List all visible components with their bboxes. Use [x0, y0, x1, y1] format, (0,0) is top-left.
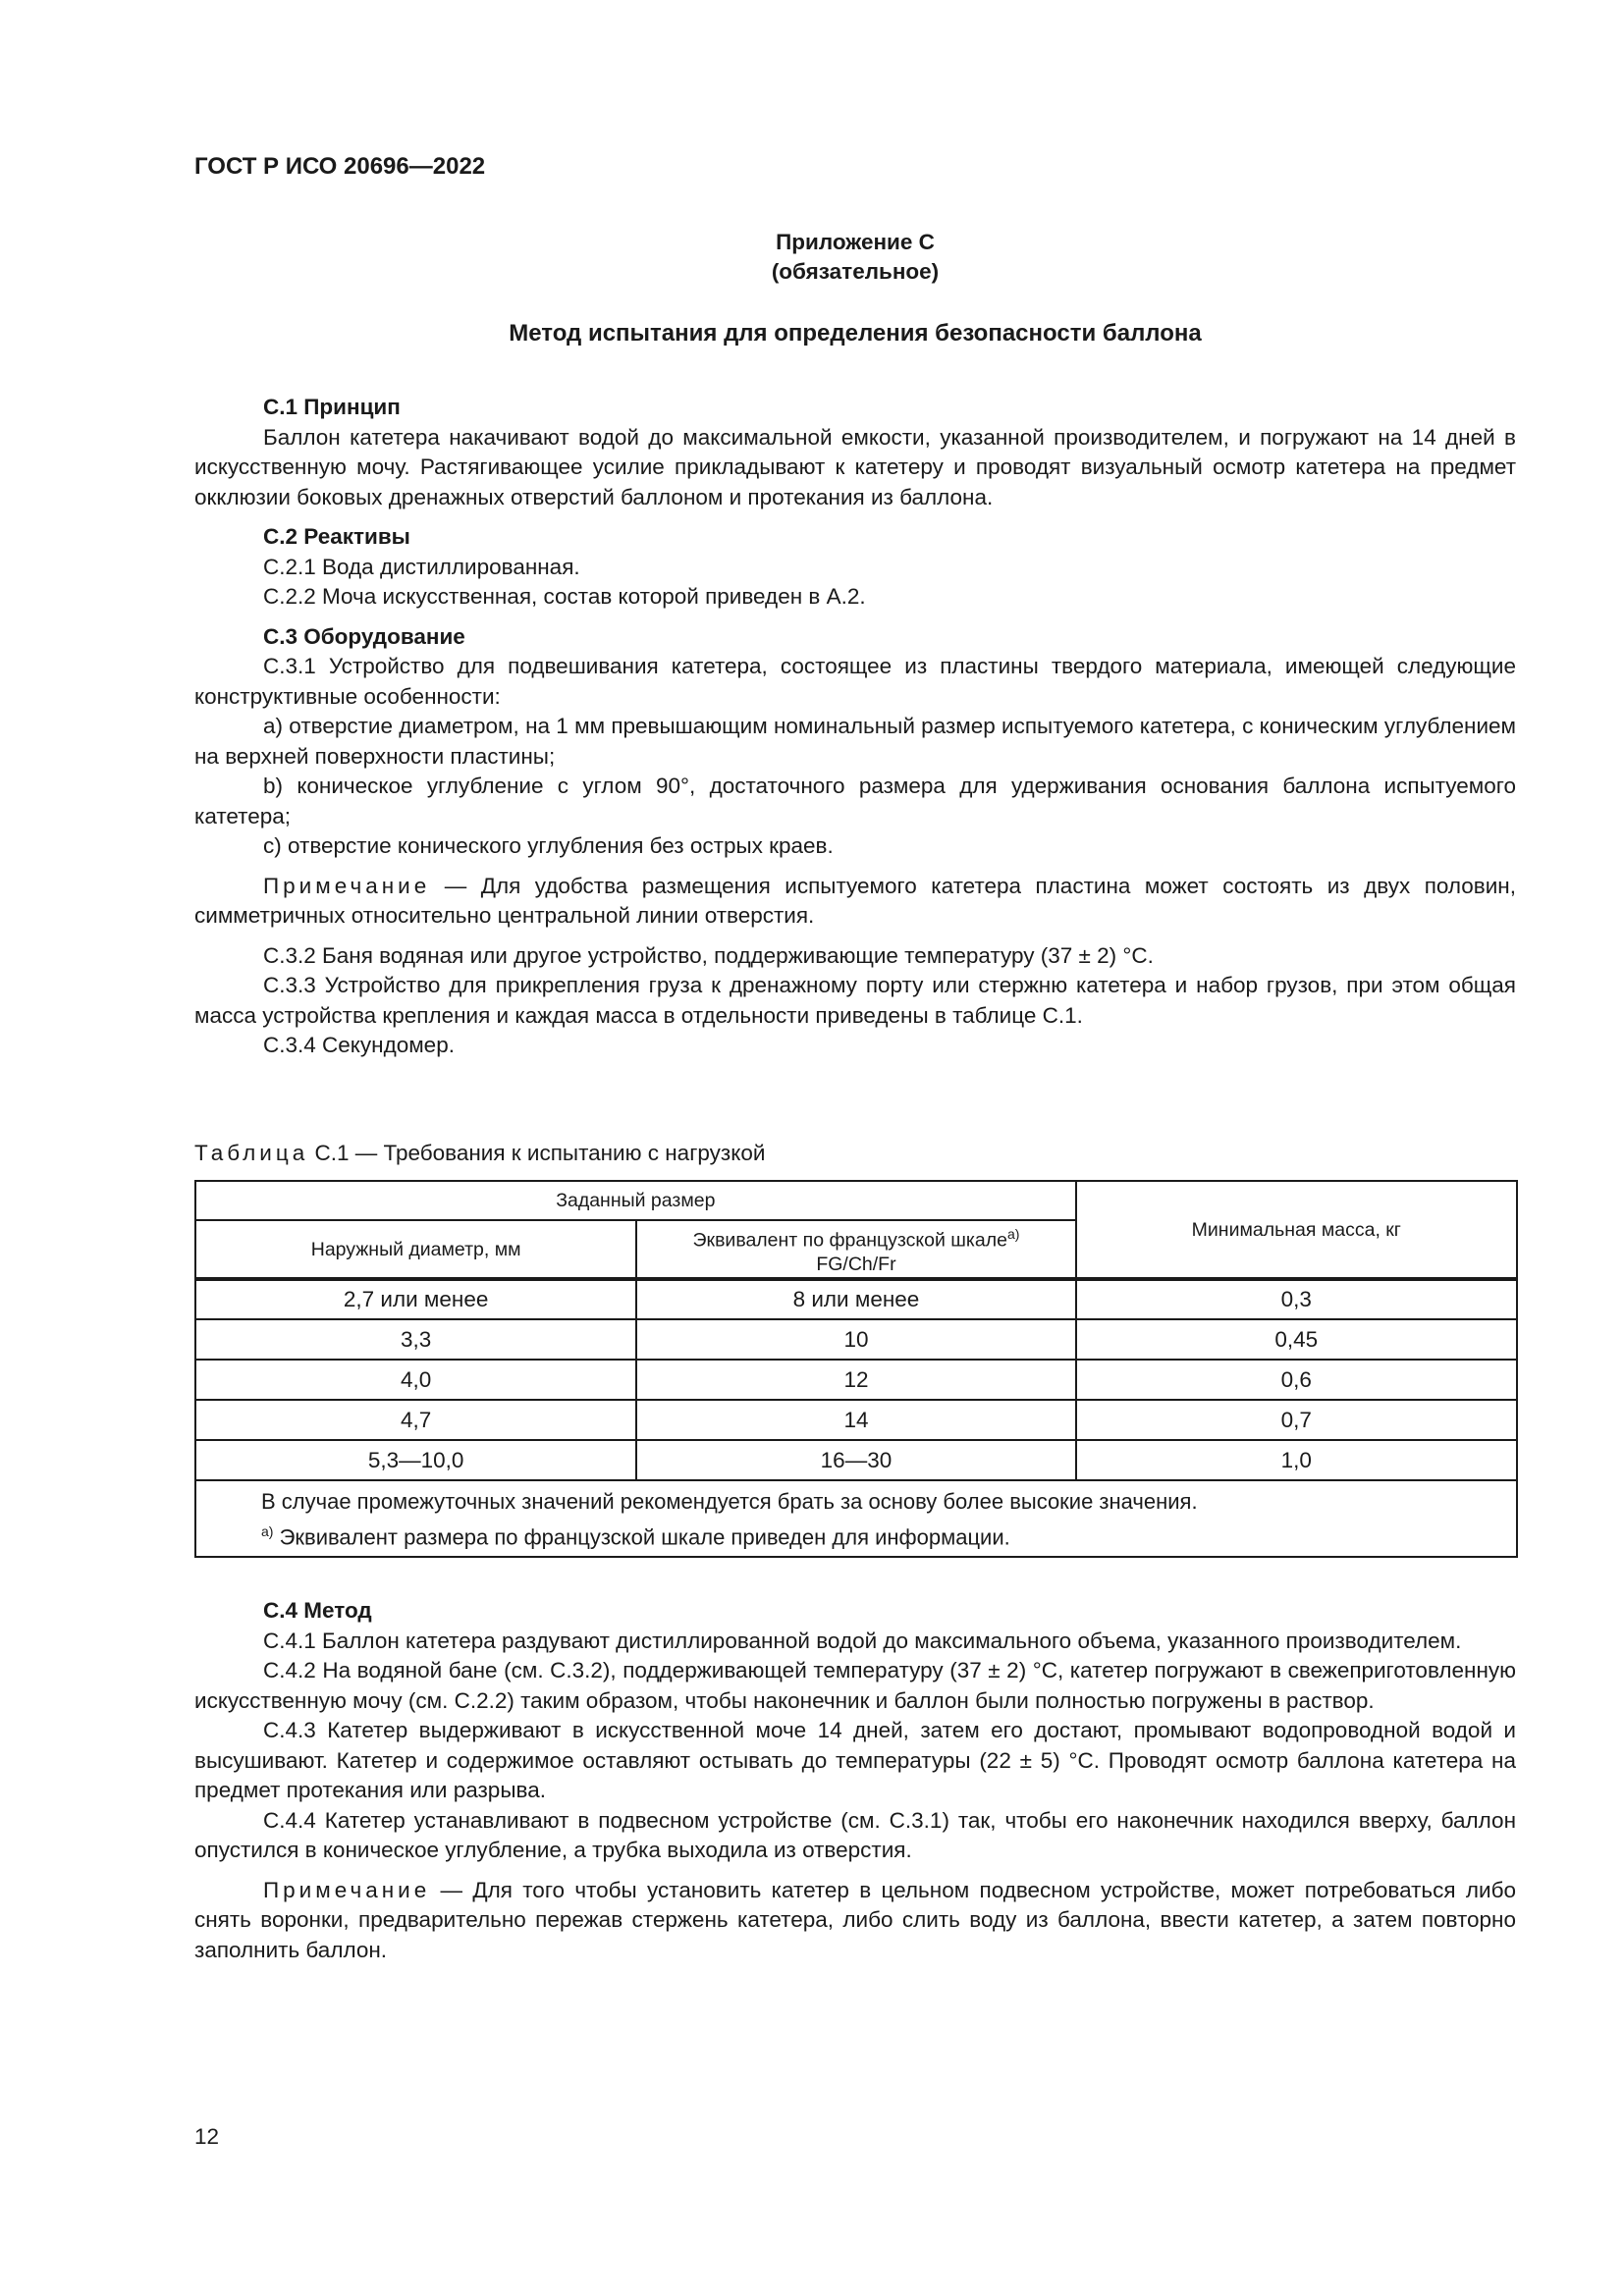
section-c2-1: С.2.1 Вода дистиллированная. — [263, 554, 580, 579]
section-c4-1: С.4.1 Баллон катетера раздувают дистиллированной водой до максимального объема, указанного производителем. — [263, 1628, 1462, 1653]
appendix-title: Приложение С — [776, 230, 935, 254]
table-cell: 3,3 — [195, 1319, 636, 1360]
table-row — [195, 1400, 1517, 1440]
section-c2-2: С.2.2 Моча искусственная, состав которой приведен в А.2. — [263, 584, 866, 609]
section-c3-3: С.3.3 Устройство для прикрепления груза к дренажному порту или стержню катетера и набор грузов, при этом общая масса устройства крепления и каждая масса в отдельности приведены в таблице С.1. — [194, 973, 1516, 1028]
note-label: Примечание — [263, 1877, 431, 1902]
section-c4-4: С.4.4 Катетер устанавливают в подвесном устройстве (см. С.3.1) так, чтобы его наконечник находился вверху, баллон опустился в коническое углубление, а трубка выходила из отверстия. — [194, 1807, 1516, 1862]
table-cell: 10 — [636, 1319, 1075, 1360]
section-c3-2: С.3.2 Баня водяная или другое устройство, поддерживающие температуру (37 ± 2) °С. — [263, 942, 1154, 968]
section-c3-1-b: b) коническое углубление с углом 90°, достаточного размера для удерживания основания баллона испытуемого катетера; — [194, 774, 1516, 828]
appendix-status: (обязательное) — [771, 259, 940, 284]
note-text: — Для того чтобы установить катетер в цельном подвесном устройстве, может потребоваться либо снять воронки, предварительно пережав стержень катетера, либо слить воду из баллона, ввести катетер, а затем повторно заполнить баллон. — [194, 1877, 1516, 1962]
table-caption-label: Таблица — [194, 1141, 309, 1165]
table-cell: 4,7 — [195, 1400, 636, 1440]
table-cell: 0,6 — [1076, 1360, 1517, 1400]
section-c4 — [194, 1596, 1516, 1965]
section-c3-1-c: с) отверстие конического углубления без острых краев. — [263, 833, 834, 858]
note-label: Примечание — [263, 873, 431, 898]
col-outer-diameter-header: Наружный диаметр, мм — [195, 1220, 636, 1279]
section-c4-3: С.4.3 Катетер выдерживают в искусственной моче 14 дней, затем его достают, промывают водопроводной водой и высушивают. Катетер и содержимое оставляют остывать до температуры (22 ± 5) °С. Проводят осмотр баллона катетера на предмет протекания или разрыва. — [194, 1718, 1516, 1802]
table-notes — [195, 1480, 1517, 1557]
section-c1-c3 — [194, 393, 1516, 1061]
table-caption-text: С.1 — Требования к испытанию с нагрузкой — [308, 1141, 766, 1165]
section-c3-note — [194, 872, 1516, 932]
section-c4-note — [194, 1876, 1516, 1966]
table-note-1: В случае промежуточных значений рекомендуется брать за основу более высокие значения. — [261, 1489, 1198, 1514]
section-c3-4: С.3.4 Секундомер. — [263, 1033, 455, 1057]
table-cell: 5,3—10,0 — [195, 1440, 636, 1480]
table-notes-row — [195, 1480, 1517, 1557]
table-cell: 1,0 — [1076, 1440, 1517, 1480]
table-row — [195, 1360, 1517, 1400]
col-min-mass-header: Минимальная масса, кг — [1076, 1181, 1517, 1279]
table-cell: 14 — [636, 1400, 1075, 1440]
appendix-main-title: Метод испытания для определения безопасности баллона — [509, 320, 1202, 347]
appendix-heading — [194, 228, 1516, 287]
table-cell: 2,7 или менее — [195, 1279, 636, 1319]
table-cell: 0,45 — [1076, 1319, 1517, 1360]
section-c3-1-a: а) отверстие диаметром, на 1 мм превышающим номинальный размер испытуемого катетера, с коническим углублением на верхней поверхности пластины; — [194, 714, 1516, 769]
table-cell: 8 или менее — [636, 1279, 1075, 1319]
note-text: — Для удобства размещения испытуемого катетера пластина может состоять из двух половин, симметричных относительно центральной линии отверстия. — [194, 873, 1516, 928]
table-row — [195, 1319, 1517, 1360]
col-french-scale-header: Эквивалент по французской шкале$^{a)}$ FG/Ch/Fr — [636, 1220, 1075, 1279]
group-header: Заданный размер — [195, 1181, 1076, 1220]
footnote-marker: a) — [1006, 1226, 1020, 1243]
table-caption — [194, 1139, 1516, 1169]
table-note-2: $^{а)}$ Эквивалент размера по французской шкале приведен для информации. — [261, 1523, 1010, 1550]
section-c4-2: С.4.2 На водяной бане (см. С.3.2), поддерживающей температуру (37 ± 2) °С, катетер погружают в свежеприготовленную искусственную мочу (см. С.2.2) таким образом, чтобы наконечник и баллон были полностью погружены в раствор. — [194, 1658, 1516, 1713]
table-cell: 16—30 — [636, 1440, 1075, 1480]
table-cell: 12 — [636, 1360, 1075, 1400]
section-c3-heading: С.3 Оборудование — [263, 623, 465, 649]
section-c2-heading: С.2 Реактивы — [263, 524, 410, 549]
section-c1-text: Баллон катетера накачивают водой до максимальной емкости, указанной производителем, и погружают на 14 дней в искусственную мочу. Растягивающее усилие прикладывают к катетеру и проводят визуальный осмотр катетера на предмет окклюзии боковых дренажных отверстий баллоном и протекания из баллона. — [194, 424, 1516, 509]
table-cell: 0,7 — [1076, 1400, 1517, 1440]
section-c3-1: С.3.1 Устройство для подвешивания катетера, состоящее из пластины твердого материала, имеющей следующие конструктивные особенности: — [194, 654, 1516, 709]
document-header: ГОСТ Р ИСО 20696—2022 — [194, 153, 486, 180]
section-c1-heading: С.1 Принцип — [263, 395, 401, 419]
table-row — [195, 1440, 1517, 1480]
table-row — [195, 1279, 1517, 1319]
section-c4-heading: С.4 Метод — [263, 1598, 372, 1623]
load-test-table — [194, 1180, 1518, 1558]
table-cell: 4,0 — [195, 1360, 636, 1400]
page-number: 12 — [194, 2124, 220, 2149]
table-cell: 0,3 — [1076, 1279, 1517, 1319]
